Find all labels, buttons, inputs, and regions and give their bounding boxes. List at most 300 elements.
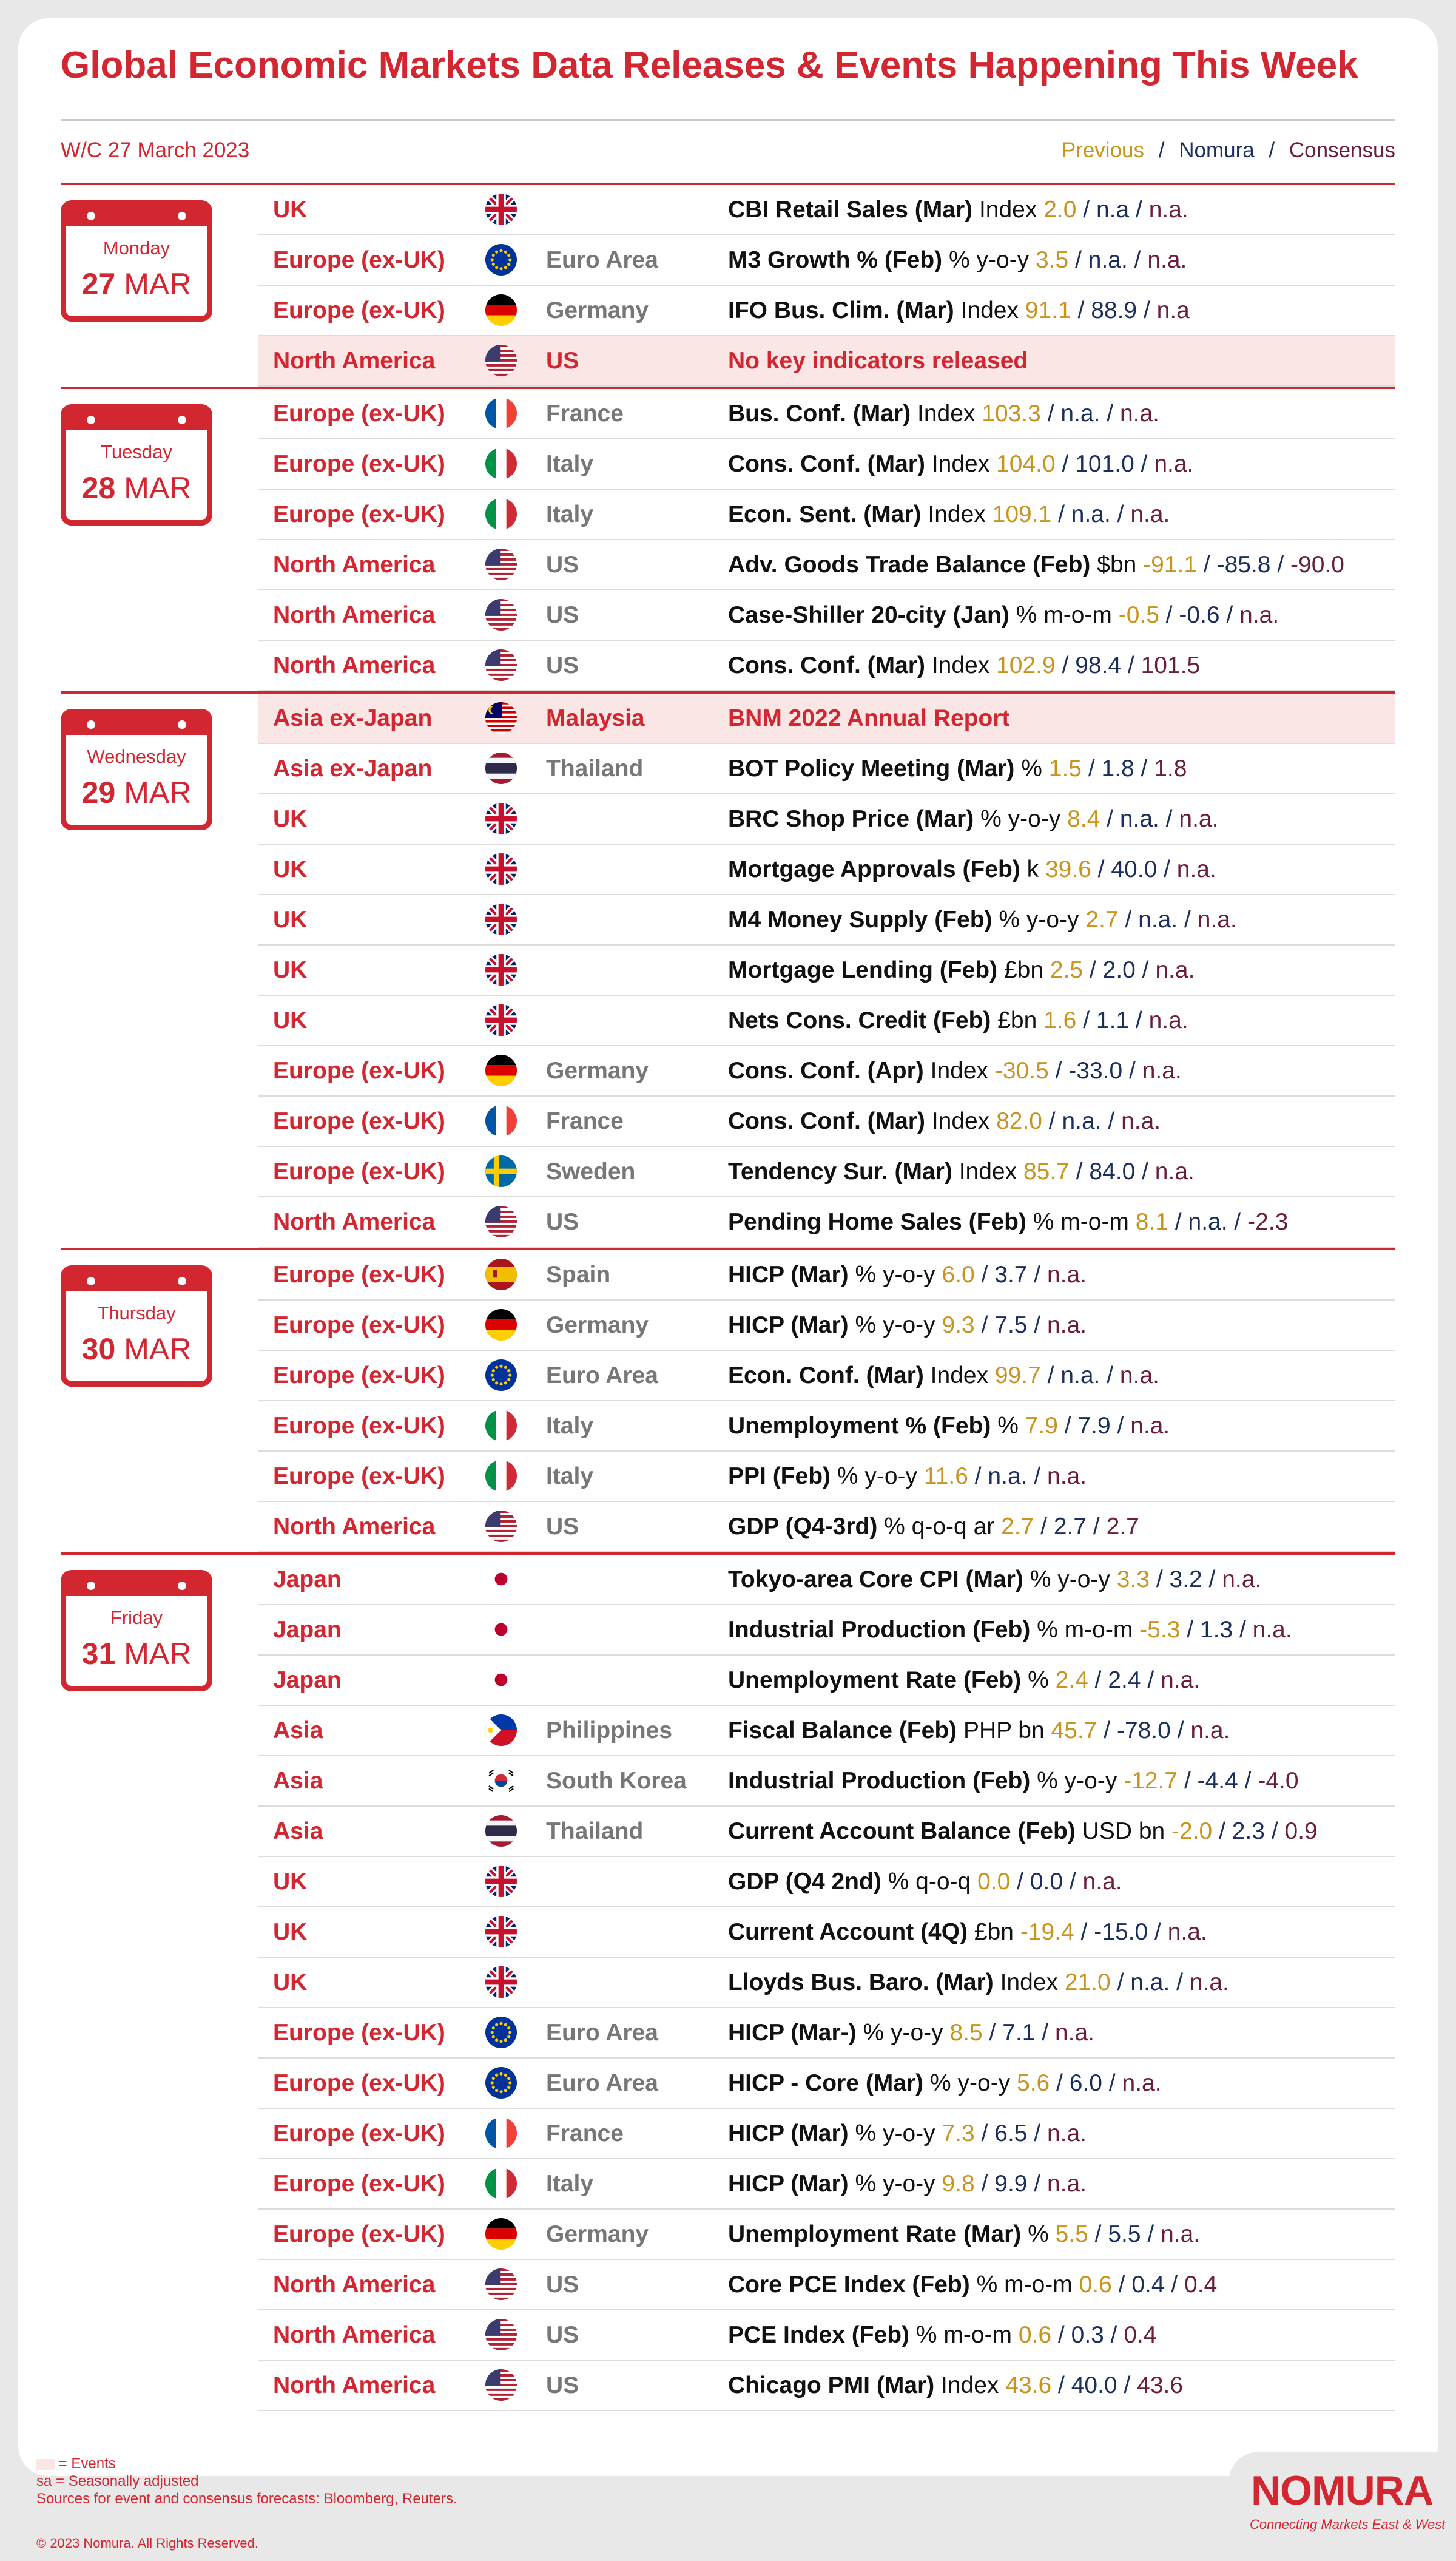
consensus-value: n.a.	[1179, 806, 1219, 832]
previous-value: 21.0	[1064, 1969, 1111, 1995]
country-label: Italy	[546, 1413, 594, 1439]
previous-value: 2.0	[1043, 197, 1077, 223]
value-separator: /	[1118, 907, 1139, 933]
indicator-cell	[728, 946, 1195, 995]
nomura-value: n.a.	[988, 1463, 1028, 1489]
calendar-ring-icon	[87, 1277, 95, 1285]
table-row	[258, 590, 1395, 641]
country-label: South Korea	[546, 1768, 687, 1794]
indicator-name: BOT Policy Meeting (Mar)	[728, 756, 1015, 782]
table-row	[258, 2260, 1395, 2310]
flag-it-icon	[485, 2168, 517, 2199]
previous-value: 2.7	[1001, 1514, 1034, 1540]
indicator-unit: USD bn	[1082, 1818, 1165, 1844]
indicator-name: Unemployment Rate (Feb)	[728, 1667, 1022, 1693]
flag-fr-icon	[485, 2117, 517, 2149]
previous-value: 39.6	[1045, 856, 1091, 882]
nomura-value: -15.0	[1094, 1919, 1148, 1945]
previous-value: 3.5	[1036, 247, 1069, 273]
table-row	[258, 1807, 1395, 1857]
indicator-unit: Index	[917, 401, 976, 427]
consensus-value: 0.4	[1124, 2322, 1157, 2348]
indicator-name: GDP (Q4-3rd)	[728, 1514, 878, 1540]
indicator-cell	[728, 185, 1188, 234]
region-label: North America	[273, 602, 436, 628]
calendar-weekday: Friday	[110, 1607, 163, 1628]
nomura-value: n.a.	[1119, 806, 1159, 832]
calendar-thursday	[61, 1265, 212, 1387]
value-separator: /	[974, 2171, 995, 2197]
flag-us-icon	[485, 599, 517, 631]
flag-uk-icon	[485, 194, 517, 225]
indicator-unit: % y-o-y	[980, 806, 1061, 832]
nomura-value: -33.0	[1068, 1058, 1123, 1084]
nomura-value: n.a.	[1188, 1209, 1228, 1235]
country-label: Euro Area	[546, 2070, 658, 2096]
value-separator: /	[1141, 1667, 1161, 1693]
flag-us-icon	[485, 649, 517, 681]
nomura-value: 40.0	[1111, 856, 1158, 882]
region-label: Japan	[273, 1617, 342, 1643]
indicator-cell	[728, 1301, 1087, 1350]
country-label: US	[546, 1209, 579, 1235]
consensus-value: n.a.	[1161, 1667, 1201, 1693]
consensus-value: 1.8	[1154, 756, 1187, 782]
country-label: Malaysia	[546, 705, 645, 731]
consensus-value: n.a.	[1119, 401, 1160, 427]
flag-us-icon	[485, 1206, 517, 1237]
previous-value: -5.3	[1139, 1617, 1181, 1643]
indicator-name: No key indicators released	[728, 348, 1028, 374]
value-separator: /	[1055, 451, 1076, 477]
value-separator: /	[1071, 297, 1091, 323]
calendar-ring-icon	[87, 720, 95, 729]
page-title: Global Economic Markets Data Releases & Events Happening This Week	[61, 44, 1358, 86]
flag-uk-icon	[485, 954, 517, 986]
indicator-cell	[728, 2159, 1087, 2208]
value-separator: /	[1178, 1768, 1198, 1794]
region-label: Asia	[273, 1768, 323, 1794]
country-label: Italy	[546, 1463, 594, 1489]
value-separator: /	[1129, 1007, 1149, 1034]
value-separator: /	[1081, 756, 1102, 782]
value-separator: /	[1055, 652, 1076, 678]
indicator-name: Tendency Sur. (Mar)	[728, 1159, 952, 1185]
country-label: Thailand	[546, 756, 644, 782]
region-label: Japan	[273, 1566, 342, 1592]
table-row	[258, 1857, 1395, 1907]
nomura-value: 40.0	[1071, 2372, 1117, 2398]
region-label: North America	[273, 652, 436, 678]
value-separator: /	[1197, 552, 1217, 578]
calendar-weekday: Monday	[103, 237, 170, 259]
nomura-value: 7.5	[994, 1312, 1028, 1338]
previous-value: 6.0	[942, 1262, 975, 1288]
country-label: Euro Area	[546, 247, 658, 273]
flag-uk-icon	[485, 1966, 517, 1998]
table-row	[258, 1452, 1395, 1502]
indicator-name: Industrial Production (Feb)	[728, 1617, 1031, 1643]
region-label: UK	[273, 806, 308, 832]
indicator-unit: Index	[931, 652, 990, 678]
indicator-unit: £bn	[974, 1919, 1014, 1945]
legend-nomura: Nomura	[1179, 138, 1255, 162]
calendar-month: MAR	[124, 1637, 192, 1671]
indicator-cell	[728, 1706, 1230, 1755]
previous-value: 0.6	[1079, 2272, 1112, 2298]
indicator-cell	[728, 389, 1159, 438]
indicator-name: Cons. Conf. (Mar)	[728, 652, 925, 678]
nomura-value: 1.3	[1199, 1617, 1233, 1643]
table-row	[258, 1401, 1395, 1452]
previous-value: -19.4	[1020, 1919, 1074, 1945]
flag-de-icon	[485, 294, 517, 326]
table-row	[258, 1656, 1395, 1706]
indicator-unit: % y-o-y	[930, 2070, 1011, 2096]
flag-it-icon	[485, 1460, 517, 1492]
value-separator: /	[1027, 1262, 1047, 1288]
flag-ph-icon	[485, 1714, 517, 1746]
indicator-cell	[728, 490, 1170, 539]
week-commencing-label: W/C 27 March 2023	[61, 138, 250, 162]
region-label: Europe (ex-UK)	[273, 1262, 445, 1288]
indicator-unit: % y-o-y	[855, 1262, 935, 1288]
value-separator: /	[1063, 1869, 1083, 1895]
region-label: UK	[273, 1969, 308, 1995]
indicator-unit: % y-o-y	[949, 247, 1030, 273]
flag-us-icon	[485, 549, 517, 580]
indicator-name: M4 Money Supply (Feb)	[728, 907, 993, 933]
legend-separator: /	[1158, 138, 1165, 162]
value-separator: /	[1180, 1617, 1200, 1643]
table-row	[258, 2109, 1395, 2159]
indicator-name: Tokyo-area Core CPI (Mar)	[728, 1566, 1023, 1592]
value-separator: /	[1127, 247, 1148, 273]
indicator-name: Adv. Goods Trade Balance (Feb)	[728, 552, 1091, 578]
value-separator: /	[1238, 1768, 1258, 1794]
previous-value: 0.0	[977, 1869, 1011, 1895]
previous-value: 91.1	[1025, 297, 1071, 323]
indicator-name: BRC Shop Price (Mar)	[728, 806, 974, 832]
calendar-date	[66, 1636, 207, 1671]
indicator-name: HICP (Mar)	[728, 2171, 849, 2197]
nomura-logo: NOMURA	[1251, 2468, 1433, 2514]
flag-us-icon	[485, 2268, 517, 2300]
indicator-name: Econ. Conf. (Mar)	[728, 1362, 924, 1389]
calendar-date	[66, 1331, 207, 1367]
region-label: Asia ex-Japan	[273, 756, 433, 782]
country-label: Italy	[546, 2171, 594, 2197]
region-label: North America	[273, 2372, 436, 2398]
nomura-value: n.a.	[1130, 1969, 1170, 1995]
value-separator: /	[1087, 1514, 1107, 1540]
country-label: Germany	[546, 1058, 649, 1084]
value-separator: /	[974, 2120, 995, 2147]
legend-previous: Previous	[1061, 138, 1144, 162]
consensus-value: n.a.	[1222, 1566, 1262, 1592]
previous-value: 9.8	[942, 2171, 975, 2197]
indicator-cell	[728, 744, 1187, 793]
flag-th-icon	[485, 753, 517, 784]
nomura-value: 5.5	[1108, 2221, 1141, 2247]
value-separator: /	[1157, 856, 1177, 882]
value-separator: /	[1170, 1969, 1190, 1995]
previous-value: 82.0	[996, 1108, 1042, 1134]
table-row	[258, 946, 1395, 996]
indicator-name: Mortgage Lending (Feb)	[728, 957, 998, 983]
nomura-value: -0.6	[1179, 602, 1220, 628]
value-separator: /	[1135, 1159, 1155, 1185]
calendar-day-number: 29	[81, 776, 116, 810]
consensus-value: n.a.	[1189, 1969, 1229, 1995]
region-label: North America	[273, 2322, 436, 2348]
consensus-value: n.a.	[1154, 1159, 1195, 1185]
previous-value: -2.0	[1171, 1818, 1213, 1844]
calendar-date	[66, 775, 207, 810]
region-label: UK	[273, 1007, 308, 1034]
calendar-monday	[61, 200, 212, 322]
value-separator: /	[1076, 197, 1096, 223]
country-label: Italy	[546, 501, 594, 527]
indicator-cell	[728, 2210, 1200, 2259]
nomura-value: 2.0	[1102, 957, 1136, 983]
table-row	[258, 1605, 1395, 1656]
indicator-cell	[728, 1857, 1122, 1906]
region-label: Europe (ex-UK)	[273, 2120, 445, 2147]
indicator-name: Fiscal Balance (Feb)	[728, 1717, 957, 1744]
consensus-value: n.a.	[1046, 2171, 1087, 2197]
calendar-month: MAR	[124, 471, 192, 505]
nomura-value: 3.2	[1169, 1566, 1202, 1592]
value-separator: /	[1097, 1717, 1117, 1744]
nomura-value: 98.4	[1075, 652, 1122, 678]
value-separator: /	[1141, 2221, 1161, 2247]
table-row	[258, 1250, 1395, 1301]
region-label: Europe (ex-UK)	[273, 451, 445, 477]
table-row	[258, 2310, 1395, 2361]
indicator-name: Current Account Balance (Feb)	[728, 1818, 1076, 1844]
indicator-cell	[728, 1502, 1139, 1551]
flag-eu-icon	[485, 244, 517, 276]
table-row	[258, 1147, 1395, 1197]
events-note: = Events	[58, 2455, 116, 2472]
value-separator: /	[1051, 2322, 1071, 2348]
indicator-unit: £bn	[1003, 957, 1044, 983]
table-row	[258, 1197, 1395, 1248]
value-separator: /	[974, 1262, 995, 1288]
calendar-friday	[61, 1570, 212, 1691]
indicator-unit: Index	[979, 197, 1037, 223]
flag-uk-icon	[485, 1004, 517, 1036]
country-label: Germany	[546, 2221, 649, 2247]
calendar-month: MAR	[124, 1332, 192, 1366]
indicator-unit: % y-o-y	[863, 2020, 943, 2046]
indicator-unit: % m-o-m	[915, 2322, 1013, 2348]
table-row	[258, 235, 1395, 286]
indicator-cell	[728, 2008, 1094, 2057]
indicator-cell	[728, 845, 1216, 894]
value-separator: /	[1076, 1007, 1096, 1034]
value-separator: /	[968, 1463, 988, 1489]
nomura-value: 2.3	[1232, 1818, 1265, 1844]
indicator-unit: % m-o-m	[976, 2272, 1073, 2298]
indicator-unit: Index	[1000, 1969, 1058, 1995]
value-separator: /	[1100, 401, 1120, 427]
region-label: UK	[273, 957, 308, 983]
consensus-value: -90.0	[1290, 552, 1344, 578]
nomura-value: 3.7	[994, 1262, 1028, 1288]
value-separator: /	[1233, 1617, 1253, 1643]
flag-my-icon	[485, 702, 517, 734]
flag-it-icon	[485, 498, 517, 530]
previous-value: 0.6	[1018, 2322, 1052, 2348]
flag-eu-icon	[485, 1359, 517, 1391]
indicator-cell	[728, 1401, 1170, 1450]
region-label: Europe (ex-UK)	[273, 1413, 445, 1439]
indicator-cell	[728, 1807, 1318, 1856]
indicator-cell	[728, 1046, 1182, 1095]
consensus-value: n.a.	[1147, 247, 1187, 273]
nomura-value: 101.0	[1075, 451, 1134, 477]
indicator-name: PPI (Feb)	[728, 1463, 831, 1489]
nomura-value: 2.7	[1053, 1514, 1087, 1540]
value-separator: /	[1088, 2221, 1108, 2247]
previous-value: 8.1	[1135, 1209, 1168, 1235]
region-label: North America	[273, 552, 436, 578]
region-label: Asia ex-Japan	[273, 705, 433, 731]
country-label: US	[546, 552, 579, 578]
indicator-cell	[728, 895, 1237, 944]
nomura-value: n.a.	[1062, 1108, 1102, 1134]
indicator-cell	[728, 2260, 1217, 2309]
country-label: Euro Area	[546, 2020, 658, 2046]
indicator-cell	[728, 996, 1188, 1045]
nomura-value: n.a.	[1138, 907, 1178, 933]
consensus-value: n.a.	[1122, 2070, 1162, 2096]
value-separator: /	[1264, 1818, 1285, 1844]
value-separator: /	[1042, 1108, 1062, 1134]
calendar-ring-icon	[178, 720, 186, 729]
indicator-name: IFO Bus. Clim. (Mar)	[728, 297, 954, 323]
value-separator: /	[1110, 501, 1131, 527]
indicator-unit: Index	[931, 1108, 990, 1134]
indicator-name: M3 Growth % (Feb)	[728, 247, 943, 273]
table-row	[258, 2361, 1395, 2411]
table-row	[258, 1958, 1395, 2008]
table-row	[258, 1907, 1395, 1958]
calendar-ring-icon	[178, 1277, 186, 1285]
value-separator: /	[1051, 2372, 1071, 2398]
country-label: France	[546, 401, 624, 427]
sources-note: Sources for event and consensus forecasts: Bloomberg, Reuters.	[36, 2491, 457, 2507]
value-separator: /	[1117, 2372, 1138, 2398]
value-separator: /	[1219, 602, 1240, 628]
calendar-ring-icon	[178, 1582, 186, 1590]
indicator-name: Industrial Production (Feb)	[728, 1768, 1031, 1794]
country-label: US	[546, 348, 579, 374]
previous-value: 109.1	[992, 501, 1052, 527]
region-label: Europe (ex-UK)	[273, 1058, 445, 1084]
previous-value: 85.7	[1023, 1159, 1070, 1185]
table-row	[258, 2210, 1395, 2260]
table-row	[258, 1097, 1395, 1147]
region-label: Asia	[273, 1818, 323, 1844]
indicator-name: Pending Home Sales (Feb)	[728, 1209, 1026, 1235]
previous-value: 8.4	[1067, 806, 1100, 832]
table-row	[258, 1706, 1395, 1756]
indicator-name: PCE Index (Feb)	[728, 2322, 910, 2348]
value-separator: /	[974, 1312, 995, 1338]
calendar-ring-icon	[178, 212, 186, 220]
region-label: Japan	[273, 1667, 342, 1693]
value-separator: /	[1168, 1209, 1188, 1235]
consensus-value: n.a.	[1121, 1108, 1161, 1134]
indicator-name: Unemployment % (Feb)	[728, 1413, 991, 1439]
country-label: Philippines	[546, 1717, 673, 1744]
nomura-value: 2.4	[1108, 1667, 1141, 1693]
previous-value: 104.0	[996, 451, 1056, 477]
consensus-value: n.a.	[1046, 2120, 1087, 2147]
tagline: Connecting Markets East & West	[1250, 2517, 1446, 2532]
previous-value: 1.5	[1048, 756, 1082, 782]
flag-fr-icon	[485, 398, 517, 429]
flag-jp-icon	[485, 1563, 517, 1595]
previous-value: 99.7	[994, 1362, 1041, 1389]
calendar-month: MAR	[124, 776, 192, 810]
previous-value: -0.5	[1118, 602, 1159, 628]
value-separator: /	[1159, 806, 1179, 832]
indicator-unit: Index	[959, 1159, 1017, 1185]
nomura-value: 1.1	[1096, 1007, 1130, 1034]
indicator-cell	[728, 1555, 1261, 1604]
value-separator: /	[1104, 2322, 1124, 2348]
indicator-name: Core PCE Index (Feb)	[728, 2272, 970, 2298]
nomura-value: n.a.	[1088, 247, 1128, 273]
indicator-name: BNM 2022 Annual Report	[728, 705, 1010, 731]
nomura-value: -85.8	[1216, 552, 1271, 578]
table-row	[258, 286, 1395, 336]
indicator-cell	[728, 794, 1218, 844]
flag-us-icon	[485, 1511, 517, 1542]
indicator-unit: % y-o-y	[855, 2171, 935, 2197]
indicator-cell	[728, 1605, 1292, 1654]
indicator-cell	[728, 1907, 1207, 1957]
value-separator: /	[1083, 957, 1103, 983]
table-row	[258, 389, 1395, 439]
consensus-value: n.a.	[1082, 1869, 1122, 1895]
table-row	[258, 439, 1395, 490]
indicator-cell	[728, 1656, 1200, 1705]
value-separator: /	[1027, 2120, 1047, 2147]
indicator-name: Unemployment Rate (Mar)	[728, 2221, 1022, 2247]
flag-jp-icon	[485, 1614, 517, 1645]
indicator-name: HICP (Mar)	[728, 2120, 849, 2147]
value-separator: /	[1212, 1818, 1232, 1844]
consensus-value: n.a.	[1167, 1919, 1207, 1945]
indicator-name: Chicago PMI (Mar)	[728, 2372, 935, 2398]
flag-uk-icon	[485, 853, 517, 885]
value-separator: /	[1040, 1362, 1061, 1389]
indicator-name: Cons. Conf. (Mar)	[728, 451, 925, 477]
value-separator: /	[1110, 1413, 1131, 1439]
nomura-value: n.a.	[1060, 401, 1100, 427]
consensus-value: n.a	[1156, 297, 1190, 323]
calendar-ring-icon	[87, 1582, 95, 1590]
indicator-cell	[728, 235, 1187, 285]
indicator-cell	[728, 2109, 1087, 2158]
value-separator: /	[1122, 1058, 1142, 1084]
nomura-value: 6.0	[1069, 2070, 1102, 2096]
